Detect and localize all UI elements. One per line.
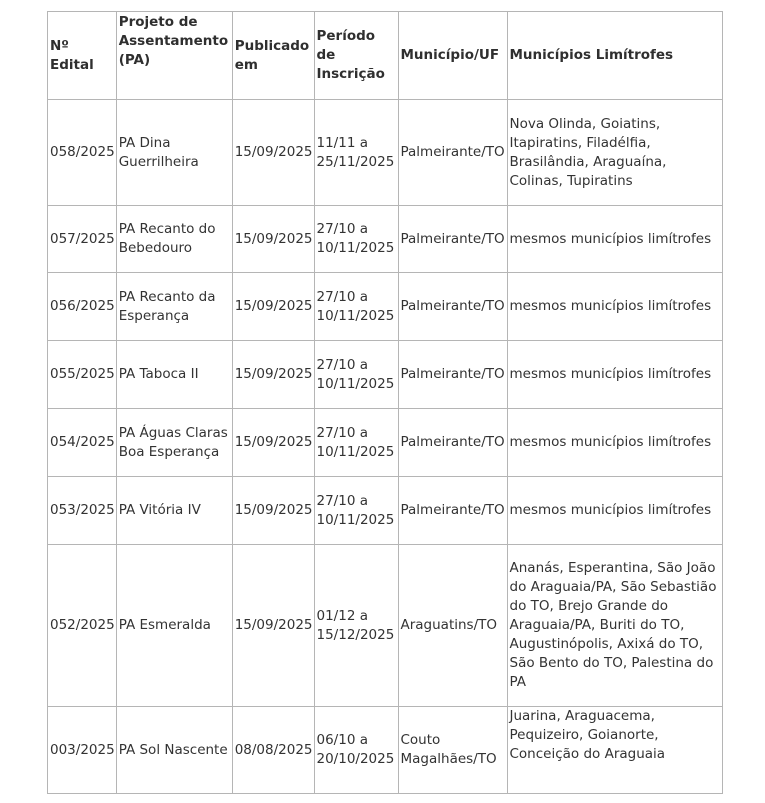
cell-edital: 058/2025 (48, 100, 117, 206)
header-publicado: Publicado em (232, 12, 314, 100)
cell-projeto: PA Sol Nascente (116, 707, 232, 794)
cell-edital: 052/2025 (48, 545, 117, 707)
table-row (48, 707, 723, 794)
cell-limitrofes: mesmos municípios limítrofes (507, 206, 722, 273)
cell-municipio: Palmeirante/TO (398, 341, 507, 409)
cell-limitrofes: mesmos municípios limítrofes (507, 273, 722, 341)
cell-municipio: Couto Magalhães/TO (398, 707, 507, 794)
cell-periodo: 27/10 a 10/11/2025 (314, 273, 398, 341)
cell-publicado: 15/09/2025 (232, 545, 314, 707)
cell-publicado: 15/09/2025 (232, 341, 314, 409)
table-header-row (48, 12, 723, 100)
editais-table-wrapper (47, 11, 723, 794)
table-row (48, 273, 723, 341)
cell-periodo: 27/10 a 10/11/2025 (314, 409, 398, 477)
cell-municipio: Palmeirante/TO (398, 477, 507, 545)
cell-periodo: 27/10 a 10/11/2025 (314, 477, 398, 545)
cell-publicado: 15/09/2025 (232, 409, 314, 477)
cell-municipio: Palmeirante/TO (398, 100, 507, 206)
cell-projeto: PA Vitória IV (116, 477, 232, 545)
cell-municipio: Araguatins/TO (398, 545, 507, 707)
cell-limitrofes: Ananás, Esperantina, São João do Araguaia/PA, São Sebastião do TO, Brejo Grande do Araguaia/PA, Buriti do TO, Augustinópolis, Axixá do TO, São Bento do TO, Palestina do PA (507, 545, 722, 707)
cell-projeto: PA Taboca II (116, 341, 232, 409)
table-row (48, 545, 723, 707)
cell-limitrofes: mesmos municípios limítrofes (507, 409, 722, 477)
cell-periodo: 27/10 a 10/11/2025 (314, 341, 398, 409)
cell-periodo: 11/11 a 25/11/2025 (314, 100, 398, 206)
cell-edital: 003/2025 (48, 707, 117, 794)
header-projeto: Projeto de Assentamento (PA) (116, 12, 232, 100)
cell-edital: 054/2025 (48, 409, 117, 477)
cell-edital: 057/2025 (48, 206, 117, 273)
header-limitrofes: Municípios Limítrofes (507, 12, 722, 100)
cell-periodo: 01/12 a 15/12/2025 (314, 545, 398, 707)
cell-municipio: Palmeirante/TO (398, 409, 507, 477)
cell-edital: 056/2025 (48, 273, 117, 341)
cell-projeto: PA Dina Guerrilheira (116, 100, 232, 206)
header-periodo: Período de Inscrição (314, 12, 398, 100)
table-row (48, 100, 723, 206)
cell-edital: 055/2025 (48, 341, 117, 409)
table-row (48, 206, 723, 273)
cell-periodo: 06/10 a 20/10/2025 (314, 707, 398, 794)
cell-municipio: Palmeirante/TO (398, 273, 507, 341)
cell-limitrofes: mesmos municípios limítrofes (507, 341, 722, 409)
cell-projeto: PA Esmeralda (116, 545, 232, 707)
cell-publicado: 15/09/2025 (232, 206, 314, 273)
cell-edital: 053/2025 (48, 477, 117, 545)
cell-municipio: Palmeirante/TO (398, 206, 507, 273)
header-edital: Nº Edital (48, 12, 117, 100)
cell-limitrofes: Juarina, Araguacema, Pequizeiro, Goianorte, Conceição do Araguaia (507, 707, 722, 794)
cell-limitrofes: Nova Olinda, Goiatins, Itapiratins, Filadélfia, Brasilândia, Araguaína, Colinas, Tupiratins (507, 100, 722, 206)
table-row (48, 341, 723, 409)
cell-limitrofes: mesmos municípios limítrofes (507, 477, 722, 545)
editais-table (47, 11, 723, 794)
table-row (48, 477, 723, 545)
cell-publicado: 08/08/2025 (232, 707, 314, 794)
cell-periodo: 27/10 a 10/11/2025 (314, 206, 398, 273)
cell-publicado: 15/09/2025 (232, 100, 314, 206)
cell-projeto: PA Águas Claras Boa Esperança (116, 409, 232, 477)
cell-projeto: PA Recanto do Bebedouro (116, 206, 232, 273)
cell-projeto: PA Recanto da Esperança (116, 273, 232, 341)
cell-publicado: 15/09/2025 (232, 273, 314, 341)
header-municipio: Município/UF (398, 12, 507, 100)
table-row (48, 409, 723, 477)
cell-publicado: 15/09/2025 (232, 477, 314, 545)
